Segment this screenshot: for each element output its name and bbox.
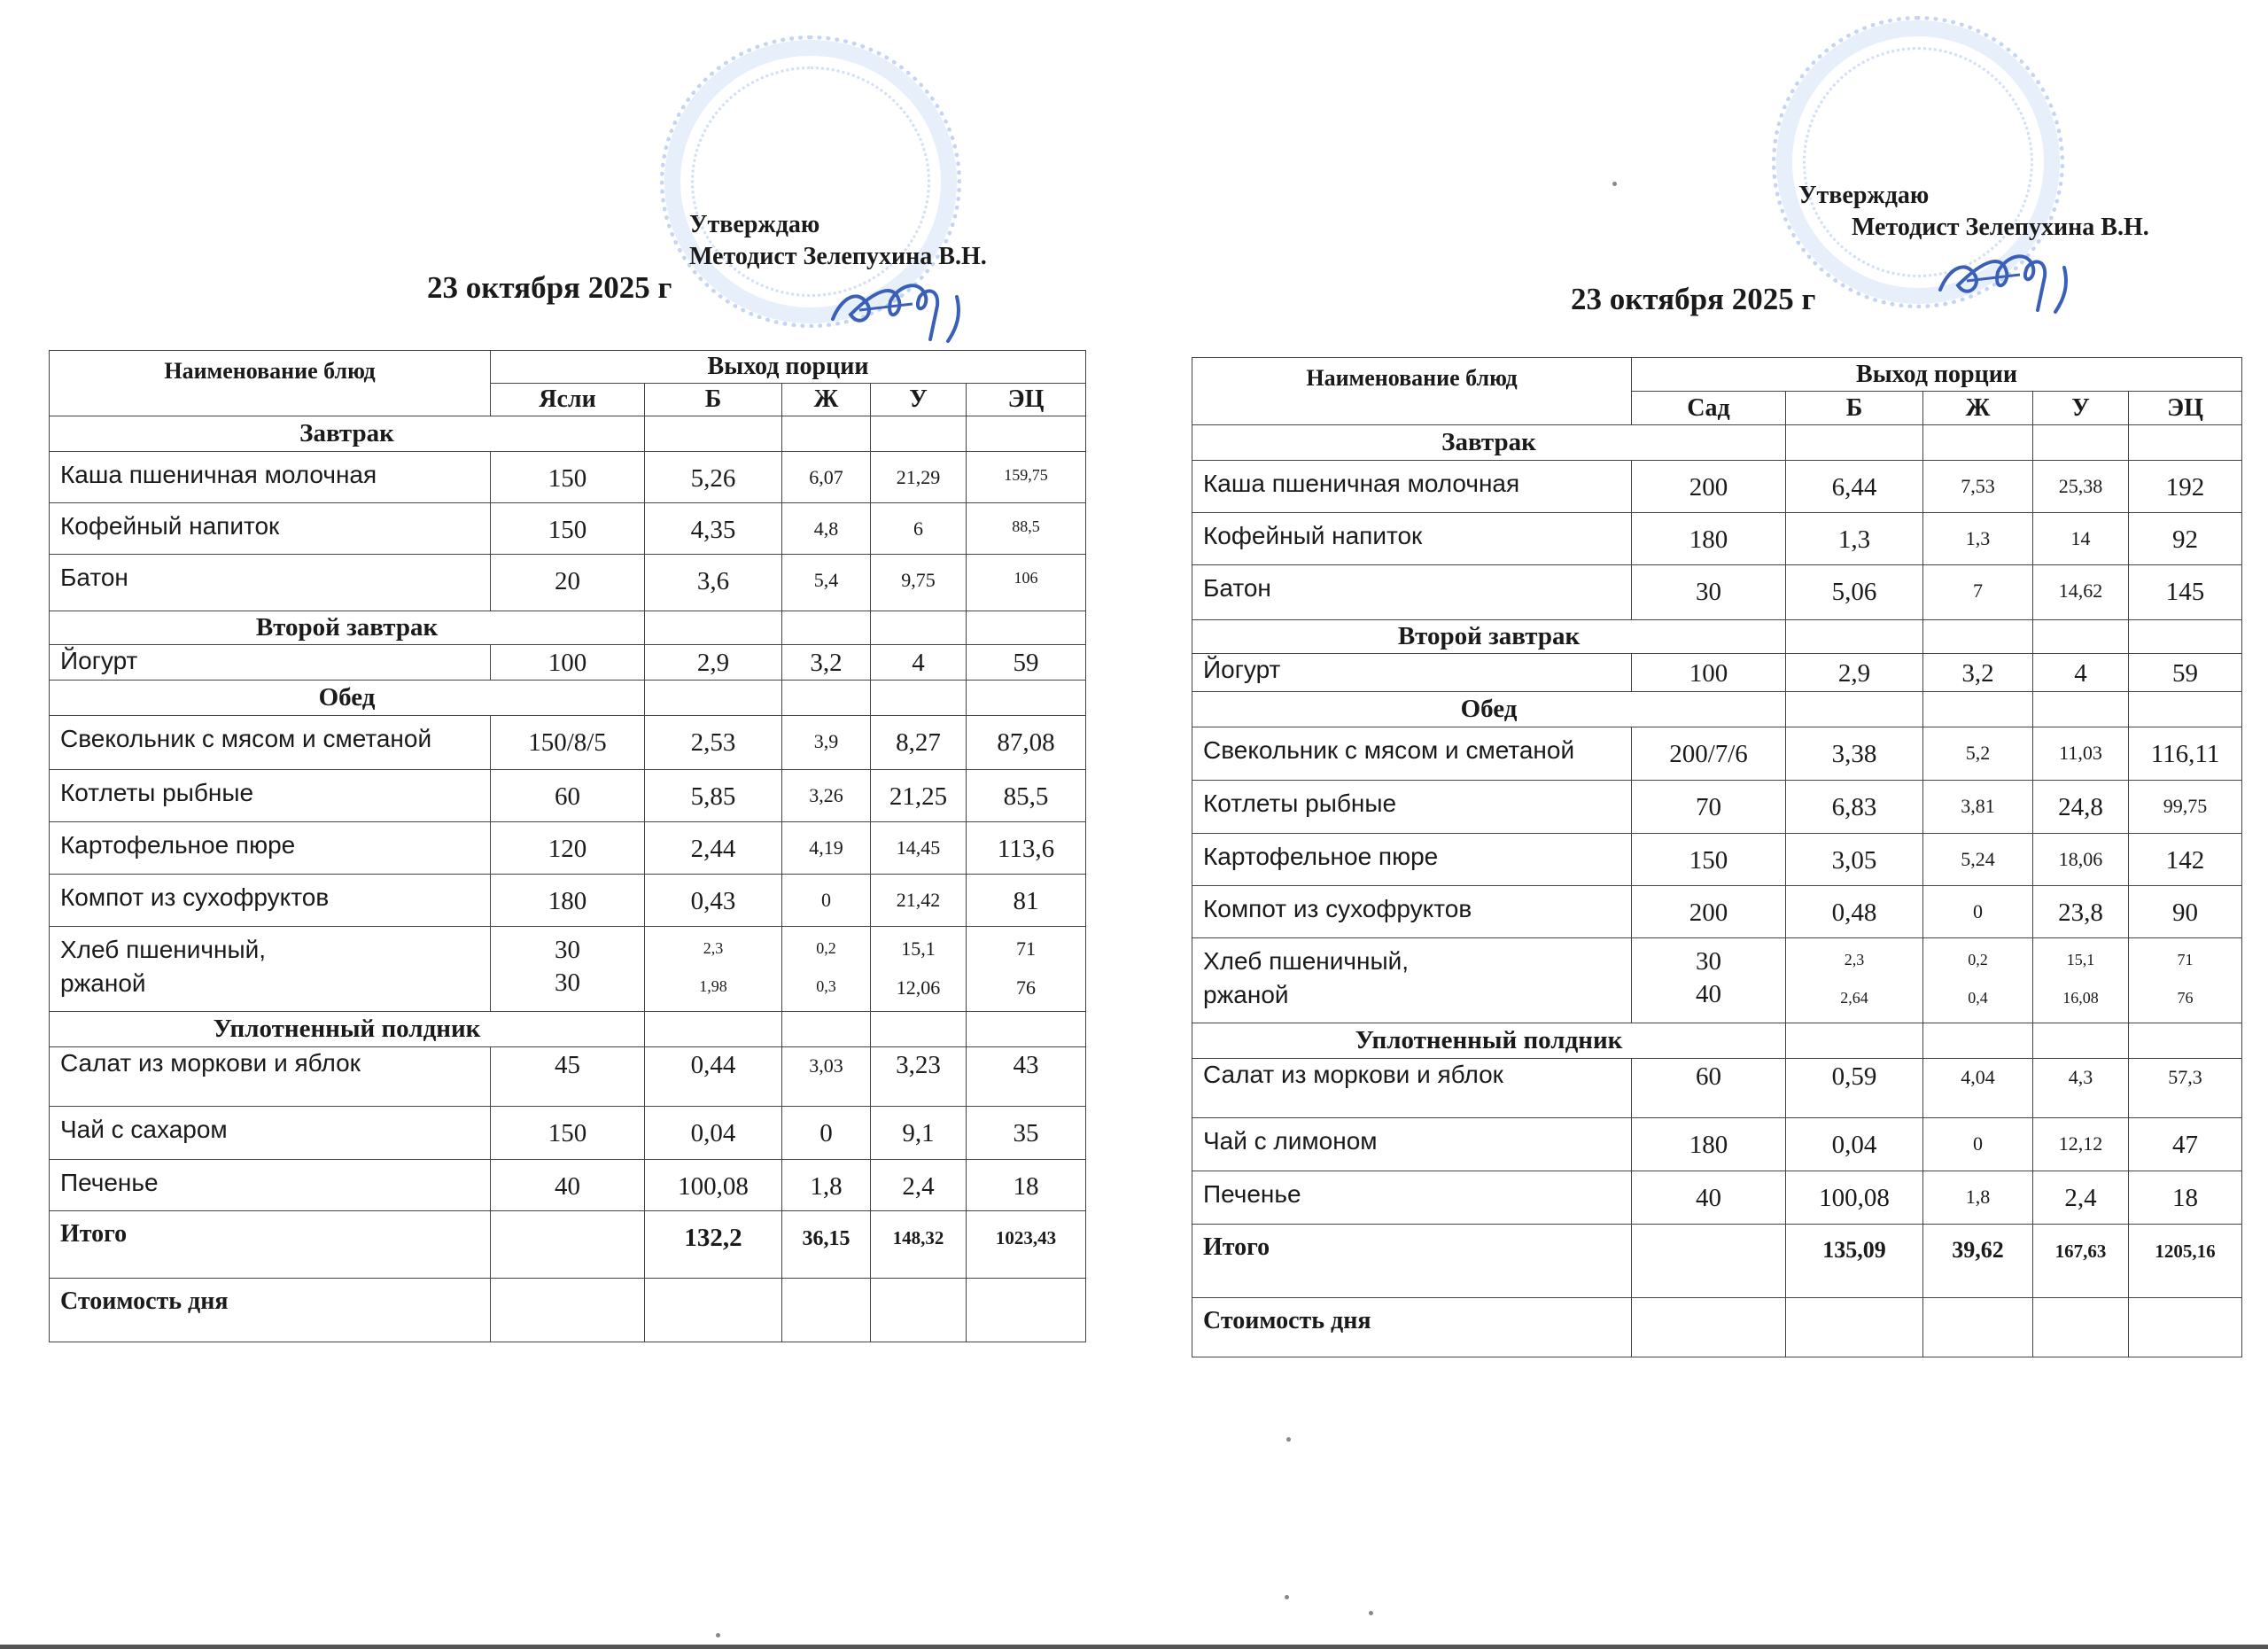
table-row bbox=[50, 645, 1086, 681]
table-row bbox=[1192, 886, 2242, 938]
carb-line-2: 12,06 bbox=[896, 976, 941, 999]
table-row bbox=[1192, 1118, 2242, 1171]
fat-value: 6,07 bbox=[782, 452, 871, 503]
fat-line-1: 0,2 bbox=[816, 939, 836, 957]
carb-value: 9,1 bbox=[871, 1107, 967, 1160]
energy-line-1: 71 bbox=[2177, 951, 2194, 968]
carb-line-1: 15,1 bbox=[901, 937, 936, 960]
carb-value: 14,62 bbox=[2033, 565, 2129, 620]
protein-value: 3,05 bbox=[1786, 834, 1923, 886]
energy-value bbox=[2129, 938, 2242, 1023]
protein-value bbox=[645, 927, 782, 1012]
table-row bbox=[50, 716, 1086, 770]
section-second-breakfast: Второй завтрак bbox=[1192, 620, 1786, 654]
protein-value: 0,04 bbox=[645, 1107, 782, 1160]
energy-value: 59 bbox=[967, 645, 1086, 681]
dish-name: Печенье bbox=[1192, 1171, 1632, 1225]
dish-name: Компот из сухофруктов bbox=[50, 875, 491, 927]
energy-line-2: 76 bbox=[1016, 976, 1037, 999]
protein-value: 6,83 bbox=[1786, 781, 1923, 834]
fat-value: 7,53 bbox=[1923, 461, 2033, 513]
fat-value: 3,26 bbox=[782, 770, 871, 822]
energy-value: 90 bbox=[2129, 886, 2242, 938]
energy-line-1: 71 bbox=[1016, 937, 1037, 960]
table-row bbox=[50, 503, 1086, 555]
portion-value: 150 bbox=[491, 1107, 645, 1160]
fat-value: 1,3 bbox=[1923, 513, 2033, 565]
dish-name-line-2: ржаной bbox=[60, 969, 146, 997]
scan-speck bbox=[1612, 182, 1617, 186]
energy-value: 57,3 bbox=[2129, 1059, 2242, 1118]
header-energy: ЭЦ bbox=[2129, 392, 2242, 425]
header-fats: Ж bbox=[1923, 392, 2033, 425]
section-second-breakfast: Второй завтрак bbox=[50, 611, 645, 645]
fat-value: 1,8 bbox=[782, 1160, 871, 1211]
portion-value: 40 bbox=[1632, 1171, 1786, 1225]
header-dish-name: Наименование блюд bbox=[50, 351, 491, 416]
carb-value: 2,4 bbox=[2033, 1171, 2129, 1225]
protein-value: 5,06 bbox=[1786, 565, 1923, 620]
scan-speck bbox=[1286, 1437, 1291, 1442]
portion-value: 150 bbox=[491, 503, 645, 555]
protein-value: 0,48 bbox=[1786, 886, 1923, 938]
carb-line-1: 15,1 bbox=[2066, 951, 2095, 968]
dish-name: Кофейный напиток bbox=[1192, 513, 1632, 565]
carb-value bbox=[871, 927, 967, 1012]
portion-line-2: 30 bbox=[555, 968, 580, 997]
protein-value: 4,35 bbox=[645, 503, 782, 555]
portion-value: 180 bbox=[1632, 513, 1786, 565]
portion-value bbox=[1632, 938, 1786, 1023]
portion-value: 180 bbox=[491, 875, 645, 927]
scan-speck bbox=[1285, 1595, 1289, 1599]
portion-value: 70 bbox=[1632, 781, 1786, 834]
header-portion: Ясли bbox=[491, 384, 645, 416]
total-energy: 1205,16 bbox=[2129, 1225, 2242, 1298]
protein-value: 2,44 bbox=[645, 822, 782, 875]
total-label: Итого bbox=[1192, 1225, 1632, 1298]
fat-value bbox=[1923, 938, 2033, 1023]
carb-value bbox=[2033, 938, 2129, 1023]
carb-value: 21,25 bbox=[871, 770, 967, 822]
table-row bbox=[50, 1160, 1086, 1211]
protein-value: 0,04 bbox=[1786, 1118, 1923, 1171]
portion-value: 200 bbox=[1632, 886, 1786, 938]
header-carbs: У bbox=[871, 384, 967, 416]
total-row bbox=[1192, 1225, 2242, 1298]
carb-value: 2,4 bbox=[871, 1160, 967, 1211]
portion-value: 150 bbox=[1632, 834, 1786, 886]
total-fat: 36,15 bbox=[782, 1211, 871, 1279]
carb-line-2: 16,08 bbox=[2062, 989, 2099, 1007]
carb-value: 4 bbox=[2033, 654, 2129, 692]
menu-table-right bbox=[1192, 357, 2242, 1357]
protein-line-2: 1,98 bbox=[699, 977, 727, 995]
protein-line-1: 2,3 bbox=[1844, 951, 1865, 968]
portion-value: 60 bbox=[1632, 1059, 1786, 1118]
dish-name: Картофельное пюре bbox=[1192, 834, 1632, 886]
table-row bbox=[1192, 654, 2242, 692]
protein-line-2: 2,64 bbox=[1840, 989, 1868, 1007]
energy-line-2: 76 bbox=[2177, 989, 2194, 1007]
signature-left bbox=[824, 261, 983, 350]
fat-value: 4,8 bbox=[782, 503, 871, 555]
fat-value bbox=[782, 927, 871, 1012]
dish-name bbox=[1192, 938, 1632, 1023]
header-proteins: Б bbox=[1786, 392, 1923, 425]
dish-name: Свекольник с мясом и сметаной bbox=[1192, 727, 1632, 781]
dish-name-line-2: ржаной bbox=[1203, 981, 1289, 1008]
energy-value: 18 bbox=[967, 1160, 1086, 1211]
dish-name: Компот из сухофруктов bbox=[1192, 886, 1632, 938]
dish-name: Чай с сахаром bbox=[50, 1107, 491, 1160]
carb-value: 4 bbox=[871, 645, 967, 681]
fat-value: 1,8 bbox=[1923, 1171, 2033, 1225]
total-protein: 135,09 bbox=[1786, 1225, 1923, 1298]
scan-speck bbox=[1369, 1611, 1373, 1615]
fat-value: 0 bbox=[1923, 886, 2033, 938]
dish-name: Кофейный напиток bbox=[50, 503, 491, 555]
carb-value: 23,8 bbox=[2033, 886, 2129, 938]
approval-line-2: Методист Зелепухина В.Н. bbox=[1852, 214, 2149, 241]
protein-value: 3,6 bbox=[645, 555, 782, 611]
energy-value: 85,5 bbox=[967, 770, 1086, 822]
energy-value: 47 bbox=[2129, 1118, 2242, 1171]
fat-value: 3,9 bbox=[782, 716, 871, 770]
carb-value: 24,8 bbox=[2033, 781, 2129, 834]
total-energy: 1023,43 bbox=[967, 1211, 1086, 1279]
carb-value: 11,03 bbox=[2033, 727, 2129, 781]
fat-value: 5,2 bbox=[1923, 727, 2033, 781]
dish-name: Картофельное пюре bbox=[50, 822, 491, 875]
protein-value: 6,44 bbox=[1786, 461, 1923, 513]
portion-value: 100 bbox=[1632, 654, 1786, 692]
fat-value: 4,04 bbox=[1923, 1059, 2033, 1118]
table-row bbox=[1192, 1171, 2242, 1225]
fat-line-2: 0,3 bbox=[816, 977, 836, 995]
portion-value: 100 bbox=[491, 645, 645, 681]
signature-right bbox=[1931, 232, 2091, 321]
table-row bbox=[50, 555, 1086, 611]
portion-value: 30 bbox=[1632, 565, 1786, 620]
carb-value: 21,29 bbox=[871, 452, 967, 503]
dish-name: Салат из моркови и яблок bbox=[50, 1047, 491, 1107]
energy-value: 92 bbox=[2129, 513, 2242, 565]
section-lunch: Обед bbox=[1192, 692, 1786, 727]
header-output: Выход порции bbox=[1632, 358, 2242, 392]
energy-value: 59 bbox=[2129, 654, 2242, 692]
fat-line-2: 0,4 bbox=[1968, 989, 1988, 1007]
protein-value: 1,3 bbox=[1786, 513, 1923, 565]
header-proteins: Б bbox=[645, 384, 782, 416]
fat-value: 0 bbox=[782, 875, 871, 927]
dish-name: Каша пшеничная молочная bbox=[50, 452, 491, 503]
portion-line-1: 30 bbox=[555, 936, 580, 964]
energy-value bbox=[967, 927, 1086, 1012]
table-row bbox=[50, 822, 1086, 875]
portion-value: 40 bbox=[491, 1160, 645, 1211]
table-row bbox=[1192, 781, 2242, 834]
carb-value: 18,06 bbox=[2033, 834, 2129, 886]
protein-value: 3,38 bbox=[1786, 727, 1923, 781]
section-breakfast: Завтрак bbox=[50, 416, 645, 452]
dish-name: Йогурт bbox=[50, 645, 491, 681]
protein-value: 5,26 bbox=[645, 452, 782, 503]
section-snack: Уплотненный полдник bbox=[50, 1012, 645, 1047]
total-fat: 39,62 bbox=[1923, 1225, 2033, 1298]
energy-value: 88,5 bbox=[967, 503, 1086, 555]
header-output: Выход порции bbox=[491, 351, 1086, 384]
menu-table-left bbox=[49, 350, 1086, 1342]
total-label: Итого bbox=[50, 1211, 491, 1279]
total-carb: 167,63 bbox=[2033, 1225, 2129, 1298]
header-fats: Ж bbox=[782, 384, 871, 416]
dish-name: Каша пшеничная молочная bbox=[1192, 461, 1632, 513]
portion-value: 200/7/6 bbox=[1632, 727, 1786, 781]
section-snack: Уплотненный полдник bbox=[1192, 1023, 1786, 1059]
energy-value: 18 bbox=[2129, 1171, 2242, 1225]
portion-value: 180 bbox=[1632, 1118, 1786, 1171]
energy-value: 113,6 bbox=[967, 822, 1086, 875]
scan-speck bbox=[716, 1633, 720, 1637]
protein-value: 0,43 bbox=[645, 875, 782, 927]
energy-value: 159,75 bbox=[967, 452, 1086, 503]
portion-value: 120 bbox=[491, 822, 645, 875]
dish-name: Йогурт bbox=[1192, 654, 1632, 692]
table-row bbox=[1192, 513, 2242, 565]
fat-value: 5,24 bbox=[1923, 834, 2033, 886]
dish-name: Батон bbox=[50, 555, 491, 611]
energy-value: 43 bbox=[967, 1047, 1086, 1107]
carb-value: 3,23 bbox=[871, 1047, 967, 1107]
dish-name: Свекольник с мясом и сметаной bbox=[50, 716, 491, 770]
energy-value: 145 bbox=[2129, 565, 2242, 620]
table-row bbox=[1192, 461, 2242, 513]
portion-line-1: 30 bbox=[1696, 947, 1721, 976]
protein-value: 100,08 bbox=[645, 1160, 782, 1211]
fat-value: 3,2 bbox=[1923, 654, 2033, 692]
table-row bbox=[1192, 727, 2242, 781]
approval-line-2: Методист Зелепухина В.Н. bbox=[689, 243, 987, 270]
fat-value: 3,03 bbox=[782, 1047, 871, 1107]
menu-date-right: 23 октября 2025 г bbox=[1571, 282, 1816, 316]
energy-value: 35 bbox=[967, 1107, 1086, 1160]
dish-name: Чай с лимоном bbox=[1192, 1118, 1632, 1171]
fat-value: 3,2 bbox=[782, 645, 871, 681]
table-row bbox=[50, 1047, 1086, 1107]
dish-name: Котлеты рыбные bbox=[50, 770, 491, 822]
table-row bbox=[50, 452, 1086, 503]
fat-value: 4,19 bbox=[782, 822, 871, 875]
energy-value: 106 bbox=[967, 555, 1086, 611]
dish-name: Печенье bbox=[50, 1160, 491, 1211]
energy-value: 142 bbox=[2129, 834, 2242, 886]
total-carb: 148,32 bbox=[871, 1211, 967, 1279]
menu-date-left: 23 октября 2025 г bbox=[427, 270, 672, 305]
total-protein: 132,2 bbox=[645, 1211, 782, 1279]
approval-line-1: Утверждаю bbox=[1798, 182, 1930, 209]
table-row bbox=[50, 927, 1086, 1012]
energy-value: 116,11 bbox=[2129, 727, 2242, 781]
header-portion: Сад bbox=[1632, 392, 1786, 425]
fat-value: 5,4 bbox=[782, 555, 871, 611]
portion-value: 20 bbox=[491, 555, 645, 611]
portion-value: 45 bbox=[491, 1047, 645, 1107]
carb-value: 9,75 bbox=[871, 555, 967, 611]
approval-line-1: Утверждаю bbox=[689, 211, 820, 238]
carb-value: 14,45 bbox=[871, 822, 967, 875]
section-breakfast: Завтрак bbox=[1192, 425, 1786, 461]
portion-value: 150/8/5 bbox=[491, 716, 645, 770]
portion-line-2: 40 bbox=[1696, 980, 1721, 1008]
table-row bbox=[1192, 565, 2242, 620]
carb-value: 25,38 bbox=[2033, 461, 2129, 513]
energy-value: 87,08 bbox=[967, 716, 1086, 770]
table-row bbox=[50, 875, 1086, 927]
fat-value: 0 bbox=[1923, 1118, 2033, 1171]
portion-value: 60 bbox=[491, 770, 645, 822]
carb-value: 14 bbox=[2033, 513, 2129, 565]
energy-value: 192 bbox=[2129, 461, 2242, 513]
dish-name-line-1: Хлеб пшеничный, bbox=[1203, 947, 1409, 975]
table-row bbox=[1192, 938, 2242, 1023]
carb-value: 6 bbox=[871, 503, 967, 555]
header-dish-name: Наименование блюд bbox=[1192, 358, 1632, 425]
protein-value: 2,53 bbox=[645, 716, 782, 770]
carb-value: 12,12 bbox=[2033, 1118, 2129, 1171]
table-row bbox=[50, 770, 1086, 822]
fat-value: 7 bbox=[1923, 565, 2033, 620]
fat-value: 0 bbox=[782, 1107, 871, 1160]
dish-name: Котлеты рыбные bbox=[1192, 781, 1632, 834]
section-lunch: Обед bbox=[50, 681, 645, 716]
table-row bbox=[50, 1107, 1086, 1160]
table-row bbox=[1192, 834, 2242, 886]
cost-label: Стоимость дня bbox=[1192, 1298, 1632, 1357]
header-carbs: У bbox=[2033, 392, 2129, 425]
dish-name-line-1: Хлеб пшеничный, bbox=[60, 936, 266, 963]
protein-line-1: 2,3 bbox=[703, 939, 724, 957]
energy-value: 99,75 bbox=[2129, 781, 2242, 834]
carb-value: 21,42 bbox=[871, 875, 967, 927]
protein-value: 2,9 bbox=[645, 645, 782, 681]
cost-row bbox=[50, 1279, 1086, 1342]
dish-name bbox=[50, 927, 491, 1012]
protein-value: 2,9 bbox=[1786, 654, 1923, 692]
dish-name: Салат из моркови и яблок bbox=[1192, 1059, 1632, 1118]
cost-label: Стоимость дня bbox=[50, 1279, 491, 1342]
carb-value: 8,27 bbox=[871, 716, 967, 770]
fat-value: 3,81 bbox=[1923, 781, 2033, 834]
total-row bbox=[50, 1211, 1086, 1279]
cost-row bbox=[1192, 1298, 2242, 1357]
carb-value: 4,3 bbox=[2033, 1059, 2129, 1118]
protein-value: 0,44 bbox=[645, 1047, 782, 1107]
protein-value bbox=[1786, 938, 1923, 1023]
header-energy: ЭЦ bbox=[967, 384, 1086, 416]
portion-value: 150 bbox=[491, 452, 645, 503]
portion-value: 200 bbox=[1632, 461, 1786, 513]
scan-edge bbox=[0, 1645, 2268, 1649]
dish-name: Батон bbox=[1192, 565, 1632, 620]
fat-line-1: 0,2 bbox=[1968, 951, 1988, 968]
protein-value: 5,85 bbox=[645, 770, 782, 822]
table-row bbox=[1192, 1059, 2242, 1118]
portion-value bbox=[491, 927, 645, 1012]
protein-value: 100,08 bbox=[1786, 1171, 1923, 1225]
protein-value: 0,59 bbox=[1786, 1059, 1923, 1118]
energy-value: 81 bbox=[967, 875, 1086, 927]
